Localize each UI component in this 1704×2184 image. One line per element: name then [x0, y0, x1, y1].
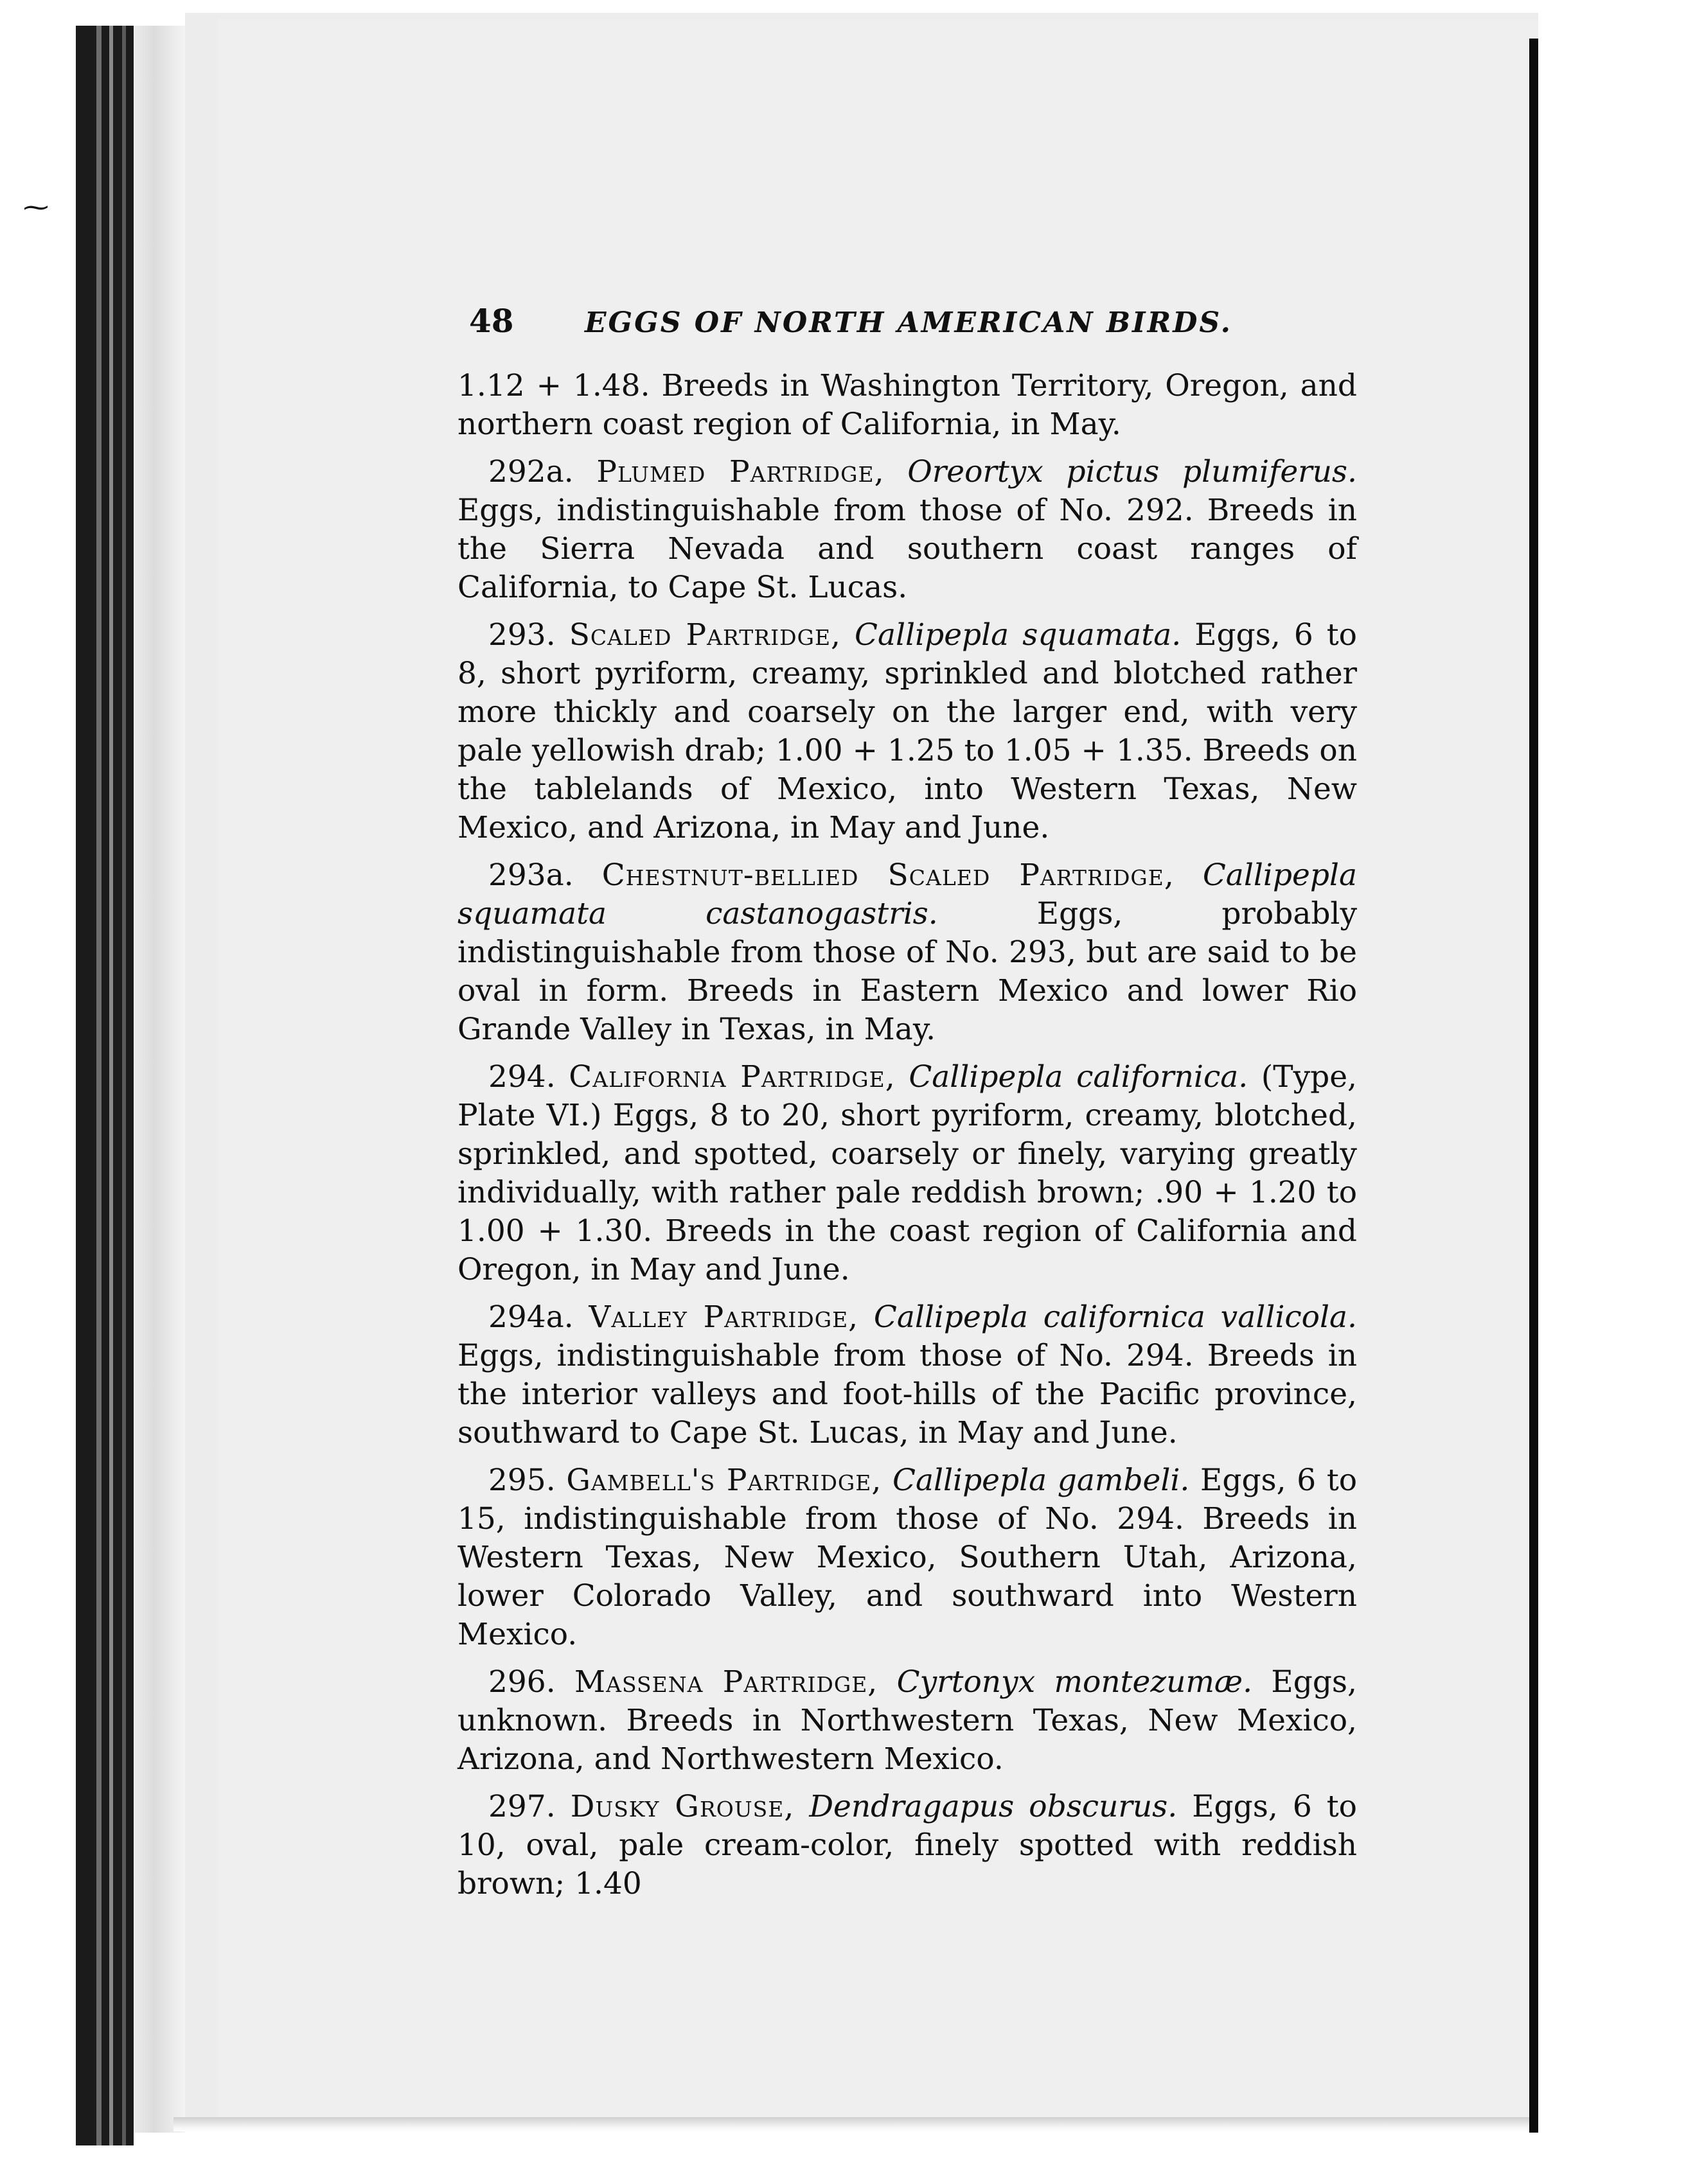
entry-text: Eggs, indistinguishable from those of No. 294. Breeds in the interior valleys and foot-hills of the Pacific province, southward to Cape St. Lucas, in May and June. — [457, 1338, 1357, 1450]
scan-speck-icon: ⁓ — [23, 193, 49, 222]
entry-number: 294a. — [488, 1299, 574, 1335]
common-name: Massena Partridge, — [574, 1664, 878, 1700]
entry-text: Eggs, unknown. Breeds in Northwestern Texas, New Mexico, Arizona, and Northwestern Mexico. — [457, 1664, 1357, 1777]
entry-text: (Type, Plate VI.) Eggs, 8 to 20, short pyriform, creamy, blotched, sprinkled, and spotted, coarsely or finely, varying greatly individually, with rather pale reddish brown; .90 + 1.20 to 1.00 + 1.30. Breeds in the coast region of California and Oregon, in May and June. — [457, 1059, 1357, 1287]
scan-margin-left — [0, 0, 84, 2184]
page-bottom-edge — [173, 2117, 1568, 2131]
gutter-shadow — [1529, 39, 1538, 2133]
latin-name: Dendragapus obscurus. — [809, 1789, 1178, 1824]
common-name: Gambell's Partridge, — [566, 1463, 882, 1498]
common-name: Scaled Partridge, — [569, 617, 841, 653]
running-title: EGGS OF NORTH AMERICAN BIRDS. — [585, 306, 1232, 339]
page-stack-edge — [134, 26, 185, 2133]
entry-text: Eggs, 6 to 8, short pyriform, creamy, sprinkled and blotched rather more thickly and coarsely on the larger end, with very pale yellowish drab; 1.00 + 1.25 to 1.05 + 1.35. Breeds on the tablelands of Mexico, into Western Texas, New Mexico, and Arizona, in May and June. — [457, 617, 1357, 845]
running-head — [469, 302, 1357, 342]
latin-name: Oreortyx pictus plumiferus. — [907, 454, 1357, 489]
entry-text: Eggs, 6 to 10, oval, pale cream-color, finely spotted with reddish brown; 1.40 — [457, 1789, 1357, 1901]
book-edge-line — [109, 26, 113, 2145]
common-name: Plumed Partridge, — [596, 454, 885, 489]
entry-number: 296. — [488, 1664, 556, 1700]
common-name: Chestnut-bellied Scaled Partridge, — [601, 858, 1175, 893]
entry-text: Eggs, probably indistinguishable from those of No. 293, but are said to be oval in form. Breeds in Eastern Mexico and lower Rio Grande Valley in Texas, in May. — [457, 896, 1358, 1047]
common-name: Valley Partridge, — [589, 1299, 859, 1335]
entry-number: 293. — [488, 617, 556, 653]
latin-name: Callipepla squamata. — [855, 617, 1182, 653]
entry-text: Eggs, 6 to 15, indistinguishable from those of No. 294. Breeds in Western Texas, New Mexico, Southern Utah, Arizona, lower Colorado Valley, and southward into Western Mexico. — [457, 1463, 1358, 1652]
continuation-paragraph: 1.12 + 1.48. Breeds in Washington Territory, Oregon, and northern coast region of California, in May. — [457, 368, 1357, 442]
entry-number: 292a. — [488, 454, 574, 489]
entry-293 — [457, 616, 1357, 847]
common-name: California Partridge, — [569, 1059, 896, 1095]
latin-name: Cyrtonyx montezumæ. — [896, 1664, 1253, 1700]
entry-293a — [457, 856, 1357, 1049]
entry-text: Eggs, indistinguishable from those of No. 292. Breeds in the Sierra Nevada and southern coast ranges of California, to Cape St. Lucas. — [457, 493, 1357, 605]
entry-number: 297. — [488, 1789, 556, 1824]
book-edge-line — [96, 26, 102, 2145]
page-number: 48 — [469, 302, 514, 340]
entry-number: 293a. — [488, 858, 574, 893]
entry-294a — [457, 1298, 1357, 1452]
entry-292a — [457, 453, 1357, 607]
latin-name: Callipepla californica vallicola. — [873, 1299, 1357, 1335]
entry-294 — [457, 1058, 1357, 1289]
common-name: Dusky Grouse, — [570, 1789, 795, 1824]
page-text — [457, 302, 1357, 1912]
latin-name: Callipepla squamata castanogastris. — [457, 858, 1357, 931]
entry-296 — [457, 1663, 1357, 1779]
entry-295 — [457, 1461, 1357, 1654]
latin-name: Callipepla californica. — [909, 1059, 1248, 1095]
scan-margin-right — [1538, 0, 1704, 2184]
entry-number: 294. — [488, 1059, 556, 1095]
entry-297 — [457, 1788, 1357, 1903]
latin-name: Callipepla gambeli. — [892, 1463, 1190, 1498]
entry-number: 295. — [488, 1463, 556, 1498]
book-edge-line — [122, 26, 126, 2145]
